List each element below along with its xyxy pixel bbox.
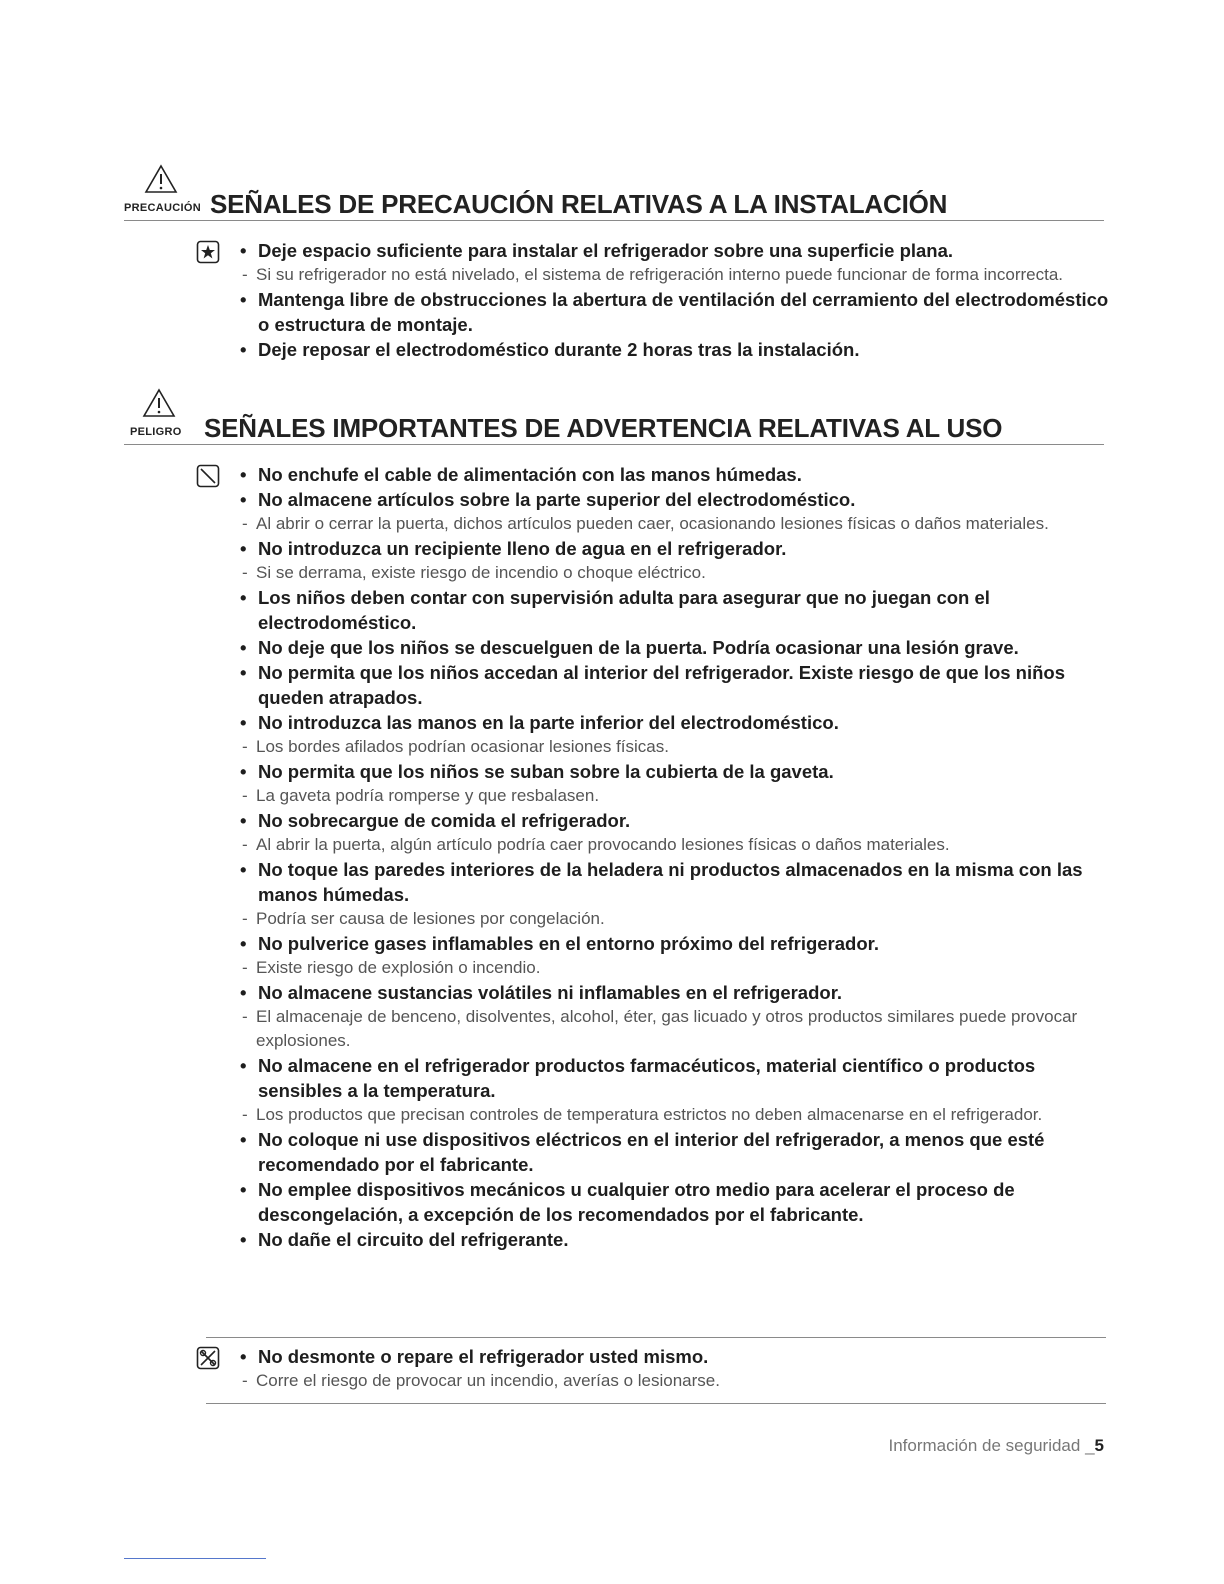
repair-list bbox=[240, 1344, 1110, 1393]
list-item: • No introduzca las manos en la parte inferior del electrodoméstico. - Los bordes afilados podrían ocasionar lesiones físicas. bbox=[240, 710, 1110, 759]
list-item: • No almacene en el refrigerador productos farmacéuticos, material científico o productos sensibles a la temperatura. - Los productos que precisan controles de temperatura estrictos no deben almacenarse en el refrigerador. bbox=[240, 1053, 1110, 1127]
list-item: • Deje reposar el electrodoméstico durante 2 horas tras la instalación. bbox=[240, 337, 1110, 362]
list-item: • No sobrecargue de comida el refrigerador. - Al abrir la puerta, algún artículo podría caer provocando lesiones físicas o daños materiales. bbox=[240, 808, 1110, 857]
list-item: • No emplee dispositivos mecánicos u cualquier otro medio para acelerar el proceso de descongelación, a excepción de los recomendados por el fabricante. bbox=[240, 1177, 1110, 1227]
list-item: • No pulverice gases inflamables en el entorno próximo del refrigerador. - Existe riesgo de explosión o incendio. bbox=[240, 931, 1110, 980]
caution-label: PRECAUCIÓN bbox=[124, 202, 201, 214]
bottom-rule bbox=[124, 1558, 266, 1559]
prohibited-icon bbox=[196, 464, 220, 488]
list-item: • No almacene sustancias volátiles ni inflamables en el refrigerador. - El almacenaje de benceno, disolventes, alcohol, éter, gas licuado y otros productos similares puede provocar explosiones. bbox=[240, 980, 1110, 1053]
danger-label: PELIGRO bbox=[130, 426, 182, 438]
list-item: • Los niños deben contar con supervisión adulta para asegurar que no juegan con el electrodoméstico. bbox=[240, 585, 1110, 635]
page-footer bbox=[889, 1436, 1105, 1456]
warning-triangle-icon bbox=[142, 388, 176, 418]
list-item: • No enchufe el cable de alimentación con las manos húmedas. bbox=[240, 462, 1110, 487]
list-item: • Deje espacio suficiente para instalar el refrigerador sobre una superficie plana. - Si su refrigerador no está nivelado, el sistema de refrigeración interno puede funcionar de forma incorrecta. bbox=[240, 238, 1110, 287]
list-item: • No introduzca un recipiente lleno de agua en el refrigerador. - Si se derrama, existe riesgo de incendio o choque eléctrico. bbox=[240, 536, 1110, 585]
warning-triangle-icon bbox=[144, 164, 178, 194]
section-title: SEÑALES IMPORTANTES DE ADVERTENCIA RELATIVAS AL USO bbox=[204, 413, 1003, 443]
list-item: • No deje que los niños se descuelguen de la puerta. Podría ocasionar una lesión grave. bbox=[240, 635, 1110, 660]
divider bbox=[206, 1403, 1106, 1404]
list-item: • No coloque ni use dispositivos eléctricos en el interior del refrigerador, a menos que esté recomendado por el fabricante. bbox=[240, 1127, 1110, 1177]
danger-badge bbox=[124, 388, 204, 438]
list-item: • No almacene artículos sobre la parte superior del electrodoméstico. - Al abrir o cerrar la puerta, dichos artículos pueden caer, ocasionando lesiones físicas o daños materiales. bbox=[240, 487, 1110, 536]
list-item: • No dañe el circuito del refrigerante. bbox=[240, 1227, 1110, 1252]
star-icon bbox=[196, 240, 220, 264]
no-disassembly-icon bbox=[196, 1346, 220, 1370]
caution-badge bbox=[124, 164, 204, 214]
section-heading-installation bbox=[124, 162, 1104, 221]
use-list bbox=[240, 462, 1110, 1252]
section-title: SEÑALES DE PRECAUCIÓN RELATIVAS A LA INSTALACIÓN bbox=[210, 189, 948, 219]
list-item: • No permita que los niños se suban sobre la cubierta de la gaveta. - La gaveta podría romperse y que resbalasen. bbox=[240, 759, 1110, 808]
section-heading-use bbox=[124, 386, 1104, 445]
page-number: 5 bbox=[1094, 1436, 1104, 1455]
footer-label: Información de seguridad _ bbox=[888, 1436, 1095, 1455]
list-item: • No permita que los niños accedan al interior del refrigerador. Existe riesgo de que los niños queden atrapados. bbox=[240, 660, 1110, 710]
list-item: • No desmonte o repare el refrigerador usted mismo. - Corre el riesgo de provocar un incendio, averías o lesionarse. bbox=[240, 1344, 1110, 1393]
divider bbox=[206, 1337, 1106, 1338]
list-item: • Mantenga libre de obstrucciones la abertura de ventilación del cerramiento del electrodoméstico o estructura de montaje. bbox=[240, 287, 1110, 337]
list-item: • No toque las paredes interiores de la heladera ni productos almacenados en la misma con las manos húmedas. - Podría ser causa de lesiones por congelación. bbox=[240, 857, 1110, 931]
installation-list bbox=[240, 238, 1110, 362]
